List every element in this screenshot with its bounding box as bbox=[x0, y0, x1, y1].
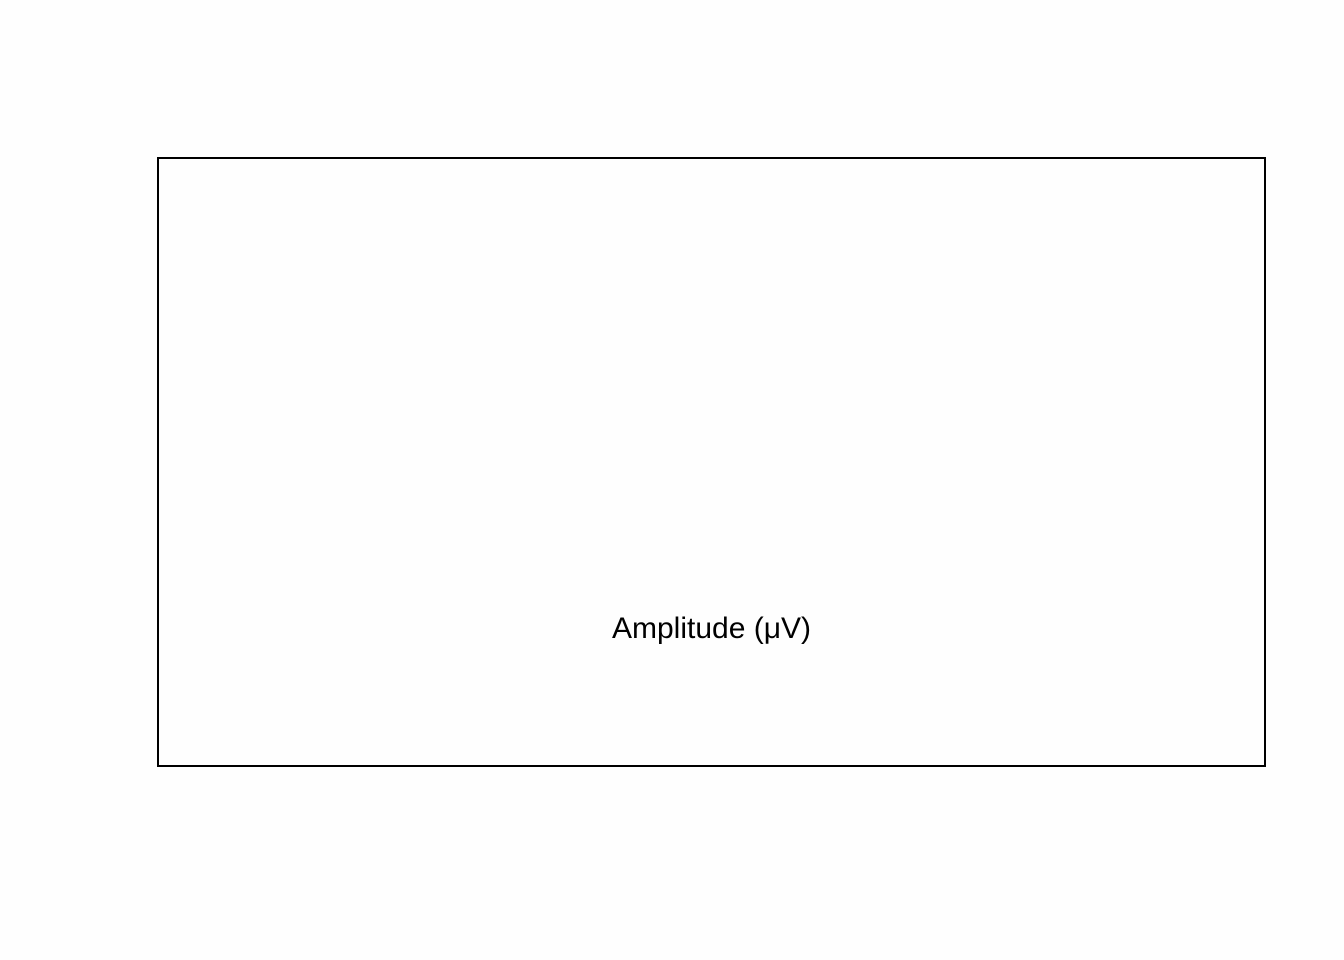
amplitude-label: Amplitude (μV) bbox=[611, 612, 811, 645]
plot-frame bbox=[157, 157, 1266, 767]
